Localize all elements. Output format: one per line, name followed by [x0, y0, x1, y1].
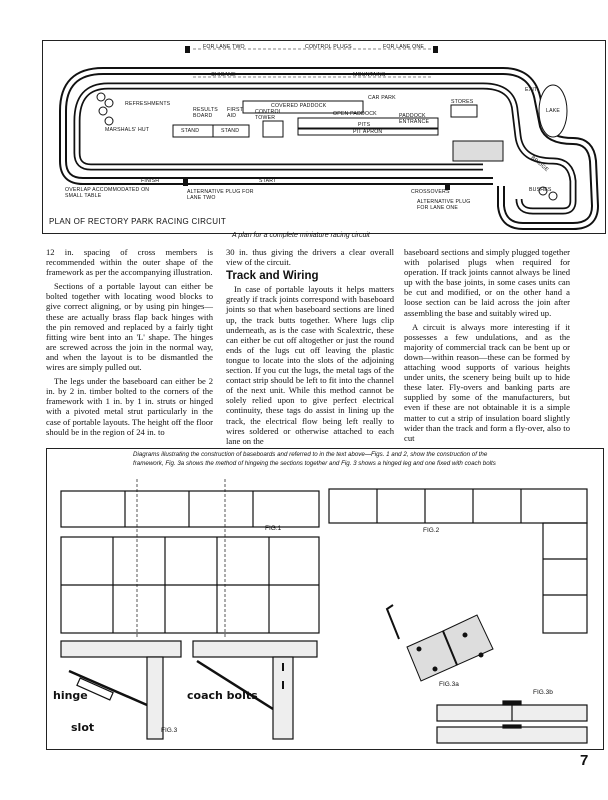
text-column-2 — [226, 247, 394, 450]
label-control-plugs: CONTROL PLUGS — [305, 44, 352, 50]
label-results-board: RESULTS BOARD — [193, 107, 218, 119]
diagrams-caption: Diagrams illustrating the construction of baseboards and referred to in the text above—Figs. 1 and 2, show the construction of the framework, Fig. 3a shows the method of hingeing the sections together and Fig. 3 shows a hinged leg and one fixed with coach bolts — [133, 451, 496, 467]
fig2-label: FIG.2 — [423, 527, 440, 534]
col1-para-1: 12 in. spacing of cross members is recommended within the outer shape of the framework as per the accompanying illustration. — [46, 247, 213, 278]
coach-bolts-label: coach bolts — [187, 689, 258, 702]
col2-para-2: In case of portable layouts it helps matters greatly if track joints correspond with baseboard joints so that when baseboard sections are lined up, the track butts together. Where lugs clip underneath, as is the case with Scalextric, these can either be cut off altogether or just the round ends of the lugs cut off leaving the plastic tongue to locate into the slots of the adjoining section. If you cut the lugs, the metal tags of the contact strip should be left to fit into the channel of the next unit. While this method cannot be solely relied upon to give perfect electrical continuity, these tags do assist in lining up the track, the electrical flow being left really to wires soldered or otherwise attached to each lane on the — [226, 284, 394, 446]
label-stand-1: STAND — [181, 128, 200, 134]
col3-para-2: A circuit is always more interesting if it possesses a few undulations, and as the majority of commercial track can be bent up or down—within reason—these can be formed by attaching wood supports of various heights under units, the scenery being built up to hide these later. Fly-overs and banking parts are supplied by some of the manufacturers, but even if these are not obtainable it is a simple matter to cut a strip of insulation board slightly wider than the track and form a fly-over, also to cut — [404, 321, 570, 443]
plan-caption: A plan for a complete miniature racing circuit — [232, 232, 370, 239]
fig3-label: FIG.3 — [161, 727, 178, 734]
label-control-tower: CONTROL TOWER — [255, 109, 282, 121]
text-column-3 — [404, 247, 570, 447]
label-covered-paddock: COVERED PADDOCK — [271, 103, 327, 109]
section-heading: Track and Wiring — [226, 270, 319, 283]
col3-para-1: baseboard sections and simply plugged together with polarised plugs when required for operation. If track joints cannot always be lined up with the base joints, in some cases units can be cut and modified, or on the other hand a loose section can be laid across the join after assembling the base and suitably wired up. — [404, 247, 570, 318]
label-pit-apron: PIT APRON — [353, 129, 383, 135]
slot-label: slot — [71, 721, 95, 734]
text-column-1 — [46, 247, 213, 441]
fig3b-label: FIG.3b — [533, 689, 553, 696]
fig1-label: FIG.1 — [265, 525, 282, 532]
label-pits: PITS — [358, 122, 371, 128]
fig3a-label: FIG.3a — [439, 681, 459, 688]
label-car-park: CAR PARK — [368, 95, 396, 101]
col2-para-1: 30 in. thus giving the drivers a clear overall view of the circuit. — [226, 247, 394, 268]
hinge-label: hinge — [53, 689, 88, 702]
label-mountains: MOUNTAINS — [353, 72, 386, 78]
label-bushes: BUSHES — [529, 187, 552, 193]
label-for-lane-one: FOR LANE ONE — [383, 44, 425, 50]
label-first-aid: FIRST AID — [227, 107, 243, 119]
label-stores: STORES — [451, 99, 474, 105]
label-bridge: BRIDGE — [529, 154, 550, 174]
label-start: START — [259, 178, 277, 184]
label-paddock-entrance: PADDOCK ENTRANCE — [399, 113, 430, 125]
label-finish: FINISH — [141, 178, 160, 184]
circuit-plan-drawing — [43, 41, 605, 233]
label-alt-plug-one: ALTERNATIVE PLUG FOR LANE ONE — [417, 199, 471, 211]
diagrams-panel — [46, 448, 604, 750]
label-exit: EXIT — [525, 87, 538, 93]
label-lake: LAKE — [546, 108, 561, 114]
label-marshals-hut: MARSHALS' HUT — [105, 127, 150, 133]
plan-title: PLAN OF RECTORY PARK RACING CIRCUIT — [49, 217, 227, 226]
page-number: 7 — [580, 752, 589, 769]
label-alt-plug-two: ALTERNATIVE PLUG FOR LANE TWO — [187, 189, 254, 201]
label-refreshments: REFRESHMENTS — [125, 101, 171, 107]
label-open-paddock: OPEN PADDOCK — [333, 111, 377, 117]
circuit-plan — [42, 40, 606, 234]
label-overlap: OVERLAP ACCOMMODATED ON SMALL TABLE — [65, 187, 150, 199]
label-stand-2: STAND — [221, 128, 240, 134]
label-chicane: CHICANE — [211, 72, 236, 78]
diagrams-drawing — [47, 449, 603, 749]
col1-para-2: Sections of a portable layout can either be bolted together with locating wood blocks to give correct aligning, or by using pin hinges—these are actually brass flap back hinges with the pin removed and replaced by a fairly tight fitting wire bent into an 'L' shape. The hinges are screwed across the join in the normal way, and when the layout is to be dismantled the wires are simply pulled out. — [46, 281, 213, 373]
label-crossovers: CROSSOVERS — [411, 189, 450, 195]
label-for-lane-two: FOR LANE TWO — [203, 44, 245, 50]
col1-para-3: The legs under the baseboard can either be 2 in. by 2 in. timber bolted to the corners of the framework with 1 in. by 1 in. struts or hinged with a pivoted metal strut particularly in the case of portable layouts. The height off the floor should be in the region of 24 in. to — [46, 376, 213, 437]
